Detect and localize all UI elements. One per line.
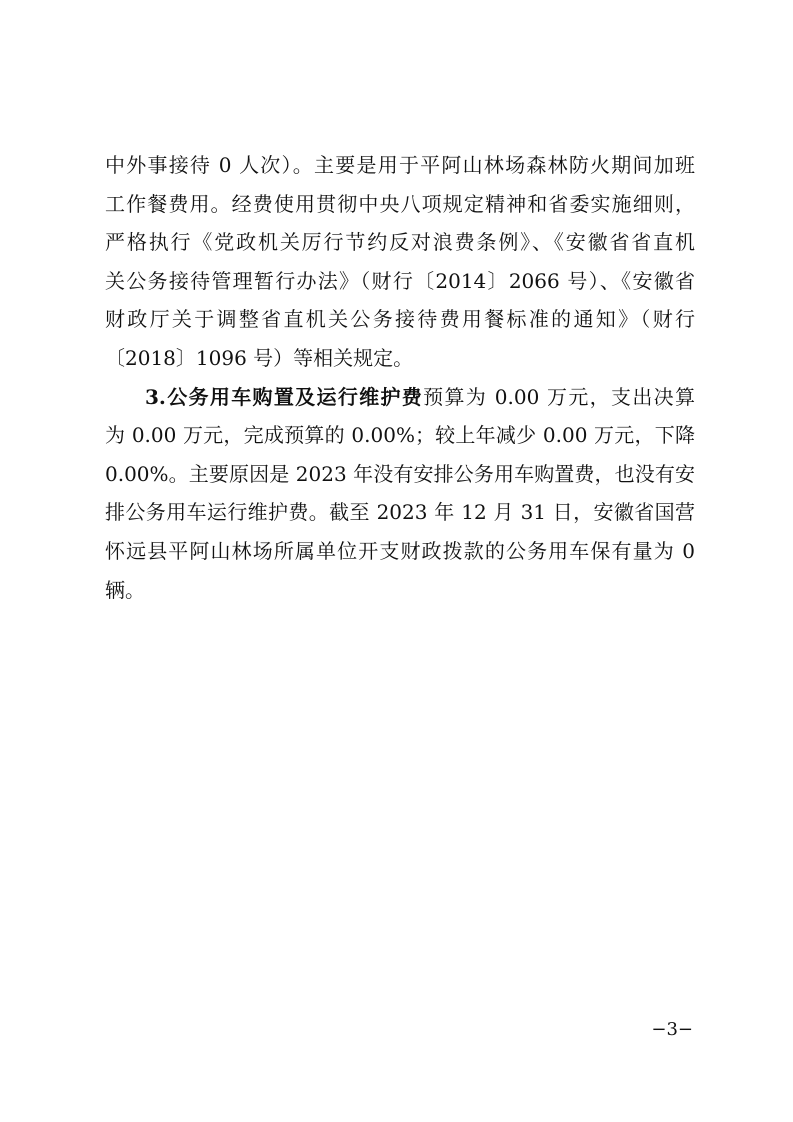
- paragraph-line: 中外事接待 0 人次）。主要是用于平阿山林场森林防火期间加班: [105, 153, 695, 177]
- page-number: −3−: [651, 1019, 693, 1040]
- paragraph-line: 财政厅关于调整省直机关公务接待费用餐标准的通知》（财行: [105, 307, 695, 332]
- paragraph-line: 辆。: [105, 577, 145, 602]
- document-body: [105, 146, 695, 609]
- paragraph-line: 为 0.00 万元，完成预算的 0.00%；较上年减少 0.00 万元，下降: [105, 423, 695, 448]
- paragraph-line: 工作餐费用。经费使用贯彻中央八项规定精神和省委实施细则，: [105, 191, 695, 216]
- section-3-first-line-text: 预算为 0.00 万元，支出决算: [423, 384, 695, 409]
- paragraph-line: 排公务用车运行维护费。截至 2023 年 12 月 31 日，安徽省国营: [105, 500, 695, 525]
- paragraph-line: 0.00%。主要原因是 2023 年没有安排公务用车购置费，也没有安: [105, 461, 695, 486]
- paragraph-line: 〔2018〕1096 号）等相关规定。: [105, 345, 414, 370]
- paragraph-line: 怀远县平阿山林场所属单位开支财政拨款的公务用车保有量为 0: [105, 538, 695, 563]
- paragraph-line: 关公务接待管理暂行办法》（财行〔2014〕2066 号）、《安徽省: [105, 268, 695, 293]
- paragraph-line: 严格执行《党政机关厉行节约反对浪费条例》、《安徽省省直机: [105, 230, 695, 255]
- section-3-heading: 3.公务用车购置及运行维护费: [145, 384, 424, 409]
- section-3-first-line: [105, 378, 695, 417]
